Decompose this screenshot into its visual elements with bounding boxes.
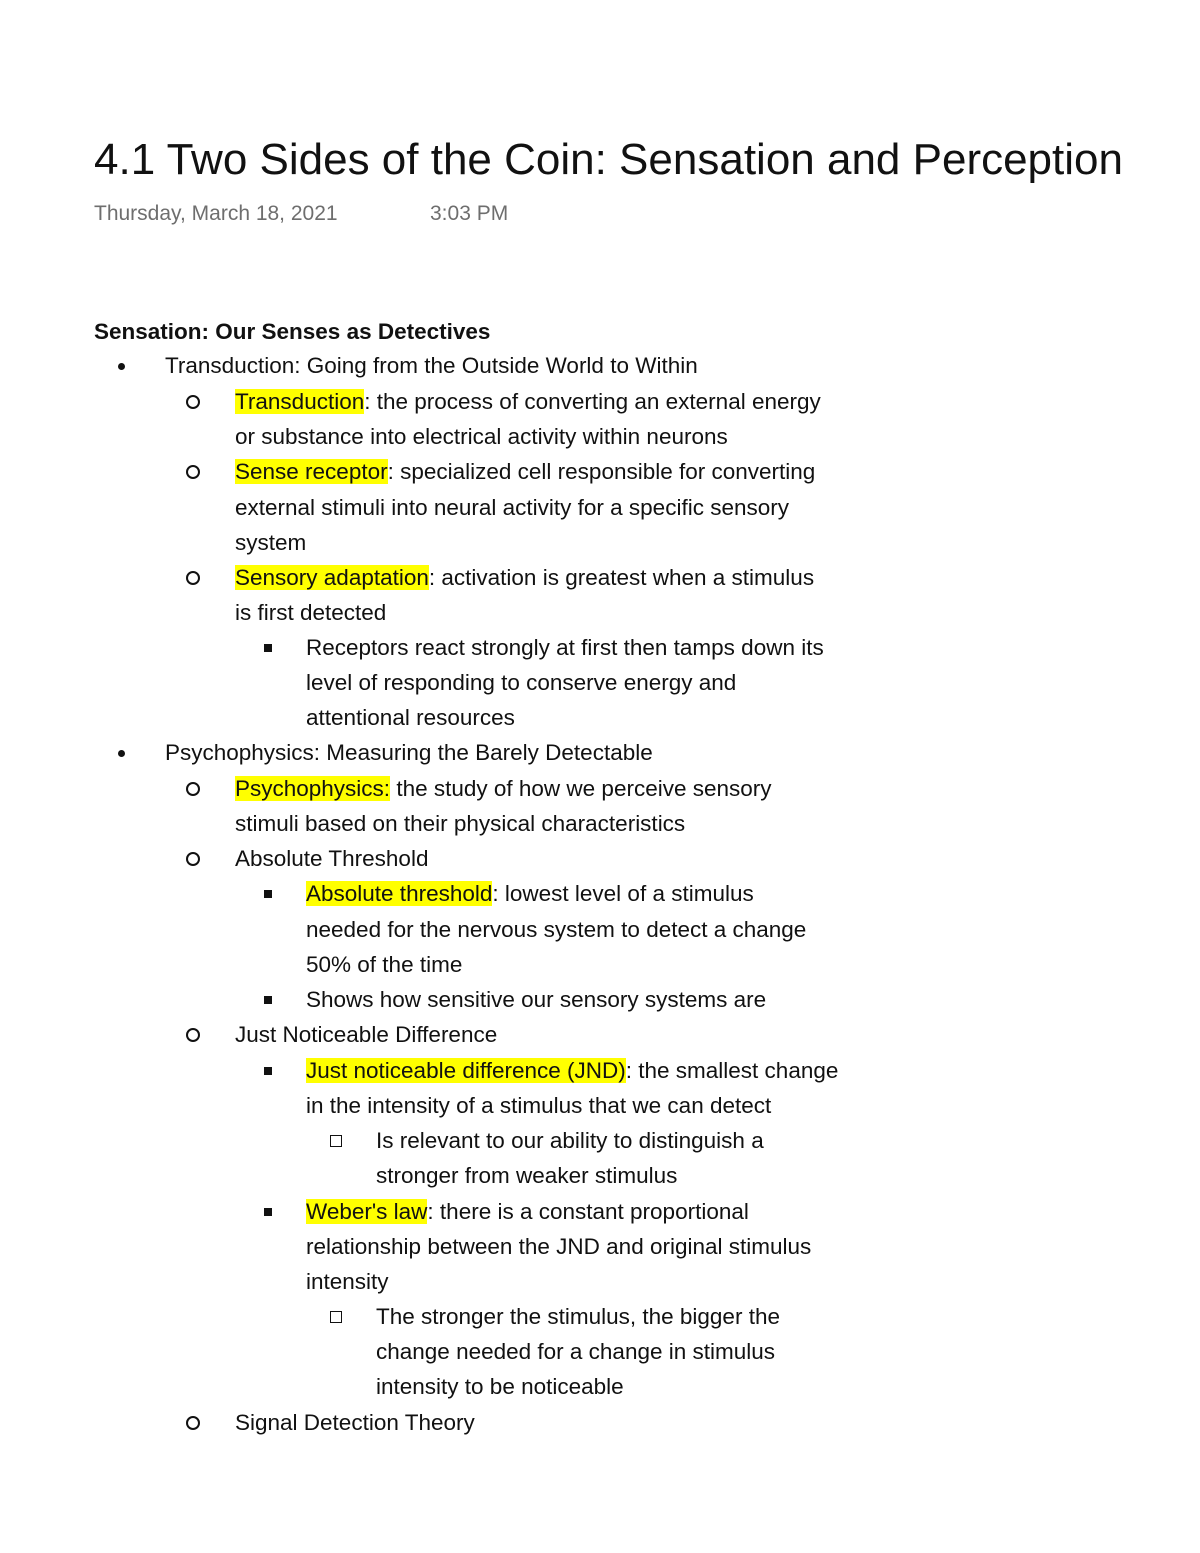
detail-continuation: intensity to be noticeable <box>376 1374 624 1399</box>
definition-text: the study of how we perceive sensory <box>390 776 772 801</box>
definition-continuation: system <box>235 530 307 555</box>
hollow-circle-bullet-icon <box>186 563 200 593</box>
definition-text: : activation is greatest when a stimulus <box>428 565 815 590</box>
hollow-circle-bullet-icon <box>186 1408 200 1438</box>
list-item-psychophysics-section: Psychophysics: Measuring the Barely Detectable <box>165 740 653 765</box>
list-item-transduction-section: Transduction: Going from the Outside World to Within <box>165 353 698 378</box>
list-item-psychophysics <box>235 774 772 804</box>
highlighted-term: Weber's law <box>306 1199 428 1224</box>
definition-continuation: needed for the nervous system to detect a change <box>306 917 807 942</box>
hollow-circle-bullet-icon <box>186 1020 200 1050</box>
list-item-jnd-section: Just Noticeable Difference <box>235 1022 498 1047</box>
hollow-circle-bullet-icon <box>186 387 200 417</box>
definition-continuation: or substance into electrical activity within neurons <box>235 424 728 449</box>
hollow-square-bullet-icon <box>330 1302 342 1332</box>
definition-continuation: is first detected <box>235 600 387 625</box>
note-time: 3:03 PM <box>430 202 509 225</box>
list-item-absolute-threshold-section: Absolute Threshold <box>235 846 429 871</box>
list-item-jnd <box>306 1056 838 1086</box>
highlighted-term: Just noticeable difference (JND) <box>306 1058 626 1083</box>
definition-text: : there is a constant proportional <box>427 1199 749 1224</box>
list-item-sensitivity-note: Shows how sensitive our sensory systems are <box>306 987 767 1012</box>
highlighted-term: Absolute threshold <box>306 881 493 906</box>
highlighted-term: Transduction <box>235 389 365 414</box>
hollow-circle-bullet-icon <box>186 457 200 487</box>
hollow-circle-bullet-icon <box>186 774 200 804</box>
detail-continuation: change needed for a change in stimulus <box>376 1339 776 1364</box>
filled-circle-bullet-icon <box>118 351 125 381</box>
definition-text: : the smallest change <box>625 1058 839 1083</box>
detail-continuation: stronger from weaker stimulus <box>376 1163 678 1188</box>
definition-continuation: external stimuli into neural activity for a specific sensory <box>235 495 789 520</box>
definition-continuation: in the intensity of a stimulus that we can detect <box>306 1093 772 1118</box>
definition-continuation: intensity <box>306 1269 389 1294</box>
detail-continuation: attentional resources <box>306 705 515 730</box>
note-date: Thursday, March 18, 2021 <box>94 202 338 225</box>
filled-circle-bullet-icon <box>118 738 125 768</box>
section-heading: Sensation: Our Senses as Detectives <box>94 319 491 344</box>
list-item-webers-law <box>306 1197 749 1227</box>
filled-square-bullet-icon <box>264 879 272 909</box>
hollow-circle-bullet-icon <box>186 844 200 874</box>
highlighted-term: Sense receptor <box>235 459 388 484</box>
list-item-transduction <box>235 387 821 417</box>
list-item-sense-receptor <box>235 457 815 487</box>
page-title: 4.1 Two Sides of the Coin: Sensation and Perception <box>94 135 1123 184</box>
highlighted-term: Sensory adaptation <box>235 565 429 590</box>
detail-continuation: level of responding to conserve energy and <box>306 670 737 695</box>
filled-square-bullet-icon <box>264 1197 272 1227</box>
list-item-absolute-threshold <box>306 879 754 909</box>
definition-text: : the process of converting an external energy <box>364 389 821 414</box>
definition-text: : specialized cell responsible for converting <box>387 459 816 484</box>
definition-continuation: stimuli based on their physical characteristics <box>235 811 686 836</box>
list-item-sensory-adaptation <box>235 563 814 593</box>
list-item-webers-law-detail: The stronger the stimulus, the bigger the <box>376 1304 780 1329</box>
list-item-adaptation-detail: Receptors react strongly at first then tamps down its <box>306 635 824 660</box>
definition-text: : lowest level of a stimulus <box>492 881 754 906</box>
highlighted-term: Psychophysics: <box>235 776 391 801</box>
filled-square-bullet-icon <box>264 985 272 1015</box>
filled-square-bullet-icon <box>264 633 272 663</box>
definition-continuation: relationship between the JND and original stimulus <box>306 1234 812 1259</box>
filled-square-bullet-icon <box>264 1056 272 1086</box>
list-item-signal-detection: Signal Detection Theory <box>235 1410 475 1435</box>
hollow-square-bullet-icon <box>330 1126 342 1156</box>
definition-continuation: 50% of the time <box>306 952 463 977</box>
list-item-jnd-detail: Is relevant to our ability to distinguish a <box>376 1128 764 1153</box>
